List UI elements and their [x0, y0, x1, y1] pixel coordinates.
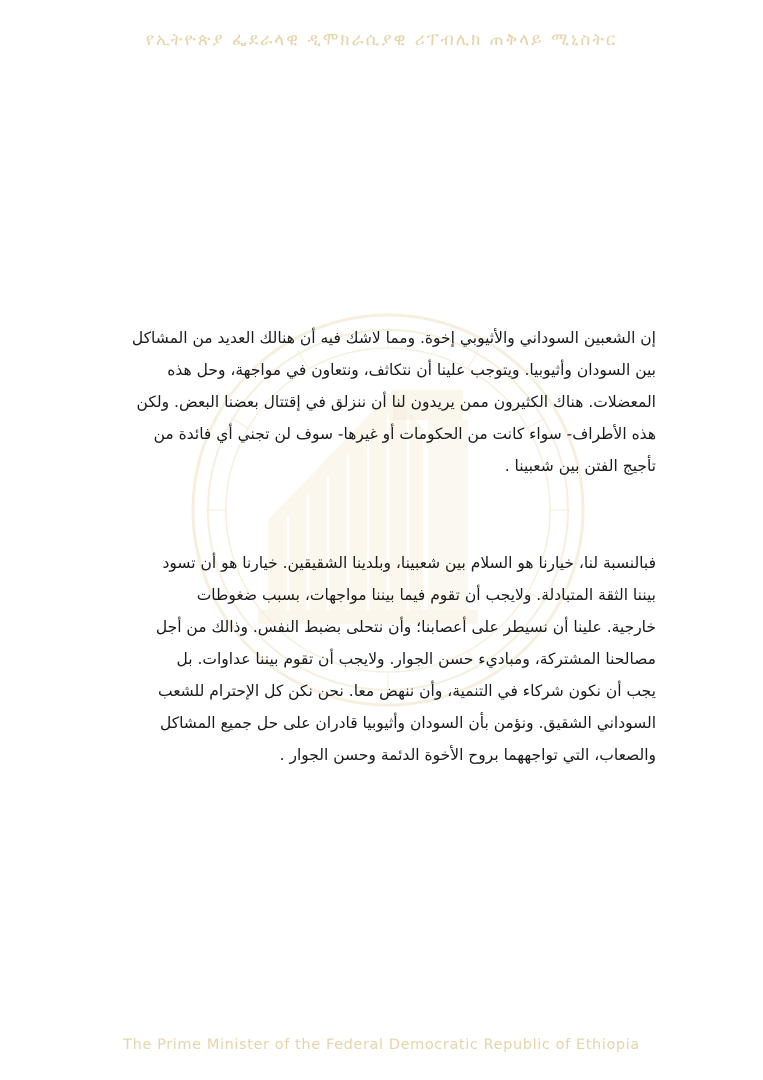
letter-paragraph-2: [110, 547, 656, 771]
text-line: بين السودان وأثيوبيا. ويتوجب علينا أن نتكاثف، ونتعاون في مواجهة، وحل هذه: [167, 361, 656, 379]
letterhead-title-amharic: የኢትዮጵያ ፌደራላዊ ዲሞክራሲያዊ ሪፐብሊክ ጠቅላይ ሚኒስትር: [145, 30, 618, 50]
text-line: تأجيج الفتن بين شعبينا .: [504, 457, 656, 475]
text-line: والصعاب، التي تواجههما بروح الأخوة الدئمة وحسن الجوار .: [279, 746, 656, 764]
letterhead-title-english: The Prime Minister of the Federal Democratic Republic of Ethiopia: [123, 1037, 640, 1053]
text-line: يجب أن نكون شركاء في التنمية، وأن ننهض معا. نحن نكن كل الإحترام للشعب: [157, 682, 656, 700]
text-line: مصالحنا المشتركة، ومباديء حسن الجوار. ولايجب أن تقوم بيننا عداوات. بل: [176, 650, 656, 668]
text-line: السوداني الشقيق. ونؤمن بأن السودان وأثيوبيا قادران على حل جميع المشاكل: [159, 714, 656, 732]
letter-paragraph-1: [110, 322, 656, 482]
text-line: فبالنسبة لنا، خيارنا هو السلام بين شعبينا، وبلدينا الشقيقين. خيارنا هو أن تسود: [162, 554, 656, 572]
text-line: إن الشعبين السوداني والأثيوبي إخوة. ومما لاشك فيه أن هنالك العديد من المشاكل: [131, 329, 656, 347]
text-line: بيننا الثقة المتبادلة. ولايجب أن تقوم فيما بيننا مواجهات، بسبب ضغوطات: [196, 586, 656, 604]
text-line: خارجية. علينا أن نسيطر على أعصابنا؛ وأن نتحلى بضبط النفس. وذالك من أجل: [155, 618, 656, 636]
text-line: المعضلات. هناك الكثيرون ممن يريدون لنا أن ننزلق في إقتتال بعضنا البعض. ولكن: [136, 393, 656, 411]
text-line: هذه الأطراف- سواء كانت من الحكومات أو غيرها- سوف لن تجني أي فائدة من: [153, 425, 656, 443]
